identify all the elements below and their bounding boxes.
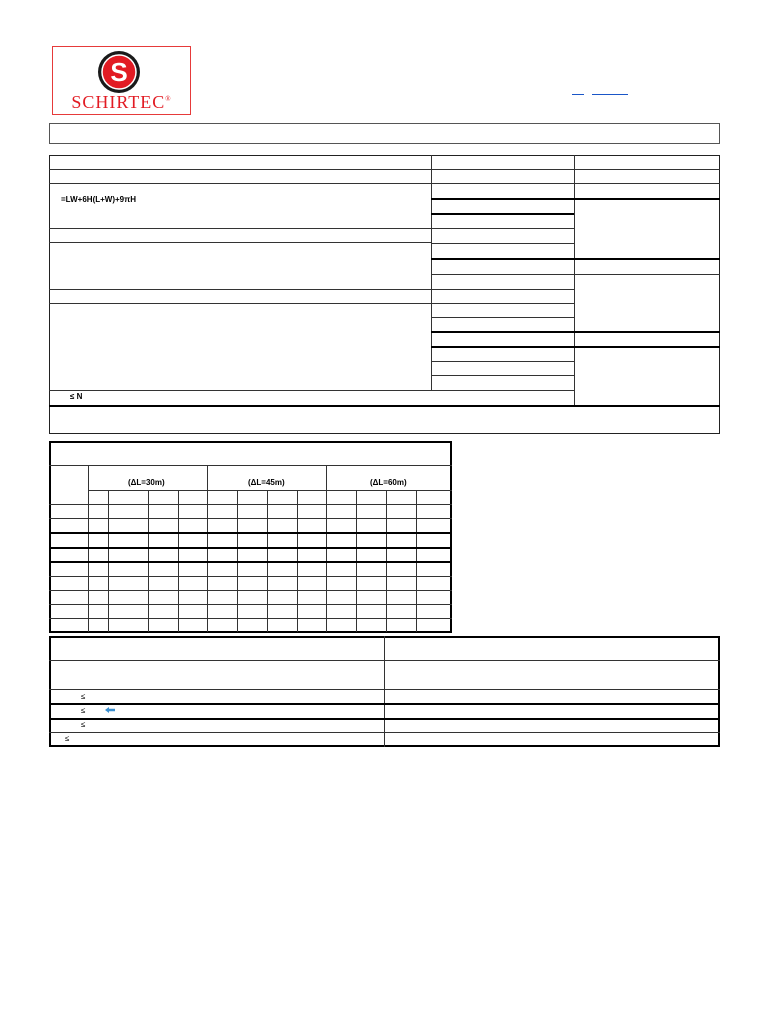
criteria-symbol: ≤ xyxy=(81,720,86,729)
results-header-line xyxy=(49,465,452,466)
criteria-row-line xyxy=(49,660,720,661)
criteria-symbol: ≤ xyxy=(81,706,86,715)
results-header-line xyxy=(89,490,452,491)
spec-row-line xyxy=(49,289,431,290)
spec-mid-line xyxy=(431,213,574,215)
spec-row-line xyxy=(49,228,431,229)
spec-mid-line xyxy=(431,303,574,304)
spec-col-divider-1 xyxy=(431,155,432,390)
arrow-left-icon xyxy=(105,707,115,713)
logo-wordmark: SCHIRTEC® xyxy=(71,92,172,112)
spec-mid-line xyxy=(431,258,720,260)
spec-mid-line xyxy=(431,331,720,333)
spec-note: ≤ N xyxy=(70,392,83,401)
criteria-col-divider xyxy=(384,636,385,747)
results-row-line xyxy=(49,604,452,605)
spec-row-line xyxy=(49,242,431,243)
results-row-line xyxy=(49,504,452,505)
results-row-line xyxy=(49,590,452,591)
spec-mid-line xyxy=(431,228,574,229)
spec-mid-line xyxy=(431,274,720,275)
criteria-symbol: ≤ xyxy=(81,692,86,701)
results-row-line xyxy=(49,576,452,577)
logo-letter: S xyxy=(110,57,128,87)
link-underline-long[interactable] xyxy=(592,94,628,95)
criteria-row-line xyxy=(49,732,720,733)
spec-mid-line xyxy=(431,361,574,362)
criteria-row-line xyxy=(49,703,720,705)
results-row-line xyxy=(49,561,452,563)
results-row-line xyxy=(49,547,452,549)
spec-mid-line xyxy=(431,198,720,200)
spec-row-line xyxy=(49,405,720,407)
results-row-line xyxy=(49,518,452,519)
group-label-45: (ΔL=45m) xyxy=(248,478,285,487)
spec-row-line xyxy=(49,303,431,304)
spec-mid-line xyxy=(431,317,574,318)
spec-mid-line xyxy=(431,243,574,244)
criteria-symbol: ≤ xyxy=(65,734,70,743)
document-title-bar xyxy=(49,123,720,144)
group-label-60: (ΔL=60m) xyxy=(370,478,407,487)
link-underline-short[interactable] xyxy=(572,94,584,95)
spec-row-line xyxy=(49,183,720,184)
results-row-line xyxy=(49,618,452,619)
spec-table-frame xyxy=(49,155,720,434)
spec-mid-line xyxy=(431,346,720,348)
results-row-line xyxy=(49,532,452,534)
criteria-row-line xyxy=(49,718,720,720)
spec-col-divider-2 xyxy=(574,155,575,406)
area-formula: =LW+6H(L+W)+9πH xyxy=(61,195,137,204)
group-label-30: (ΔL=30m) xyxy=(128,478,165,487)
spec-row-line xyxy=(49,169,720,170)
company-logo xyxy=(52,46,191,115)
spec-row-line xyxy=(49,390,574,391)
criteria-row-line xyxy=(49,689,720,690)
spec-mid-line xyxy=(431,289,574,290)
spec-mid-line xyxy=(431,375,574,376)
